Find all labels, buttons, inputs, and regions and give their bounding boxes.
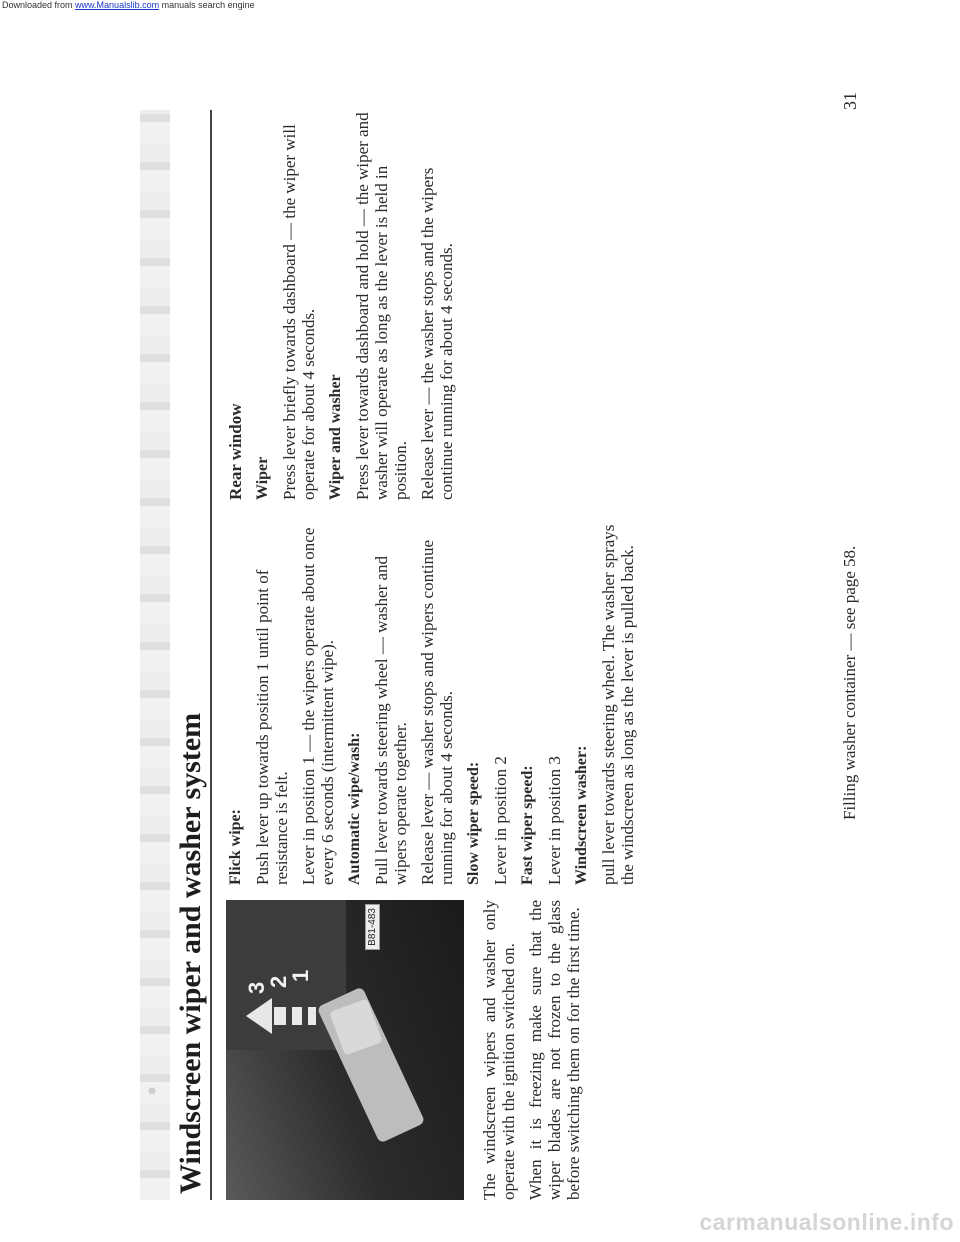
front-wiper-column xyxy=(226,520,645,885)
manual-page xyxy=(140,50,960,1200)
rear-wiper-text: Press lever briefly towards dashboard — the wiper will operate for about 4 seconds. xyxy=(280,124,318,500)
up-arrow-icon xyxy=(246,998,272,1034)
intro-column xyxy=(480,900,591,1200)
washer-container-caption: Filling washer container — see page 58. xyxy=(840,545,859,820)
washer-text: pull lever towards steering wheel. The washer sprays the windscreen as long as the lever is pulled back. xyxy=(599,524,637,885)
rear-release-text: Release lever — the washer stops and the wipers continue running for about 4 seconds. xyxy=(418,167,456,500)
rear-wiper-washer-text: Press lever towards dashboard and hold — the wiper and washer will operate as long as the lever is held in position. xyxy=(353,112,410,500)
intermittent-text: Lever in position 1 — the wipers operate about once every 6 seconds (intermittent wipe). xyxy=(299,527,337,885)
slow-speed-heading: Slow wiper speed: xyxy=(465,761,482,885)
arrow-step-1 xyxy=(274,1007,286,1025)
rear-window-column xyxy=(226,110,464,500)
page-number: 31 xyxy=(840,92,860,110)
decorative-header-strip xyxy=(140,110,170,1200)
banner-suffix: manuals search engine xyxy=(159,0,255,10)
site-watermark: carmanualsonline.info xyxy=(699,1209,954,1235)
auto-release-text: Release lever — washer stops and wipers continue running for about 4 seconds. xyxy=(418,539,456,885)
photo-code: B81-483 xyxy=(365,904,380,950)
auto-wipe-heading: Automatic wipe/wash: xyxy=(346,732,363,885)
position-label-1: 1 xyxy=(288,969,313,982)
ignition-note: The windscreen wipers and washer only operate with the ignition switched on. xyxy=(480,900,518,1200)
page-title: Windscreen wiper and washer system xyxy=(174,712,207,1194)
title-rule xyxy=(210,110,212,1200)
arrow-step-3 xyxy=(308,1007,316,1025)
position-label-3: 3 xyxy=(244,981,269,994)
flick-wipe-text: Push lever up towards position 1 until point of resistance is felt. xyxy=(253,569,291,885)
position-label-2: 2 xyxy=(266,975,291,988)
washer-heading: Windscreen washer: xyxy=(573,745,590,885)
download-banner xyxy=(0,0,960,10)
wiper-lever-photo xyxy=(226,900,464,1200)
fast-speed-heading: Fast wiper speed: xyxy=(519,765,536,885)
rear-wiper-washer-heading: Wiper and washer xyxy=(327,374,344,500)
auto-wipe-text: Pull lever towards steering wheel — washer and wipers operate together. xyxy=(372,555,410,885)
flick-wipe-heading: Flick wipe: xyxy=(227,809,244,885)
banner-prefix: Downloaded from xyxy=(2,0,76,10)
fast-speed-text: Lever in position 3 xyxy=(545,756,564,885)
freezing-note: When it is freezing make sure that the wiper blades are not frozen to the glass before switching them on for the first time. xyxy=(526,900,583,1200)
arrow-step-2 xyxy=(292,1007,302,1025)
slow-speed-text: Lever in position 2 xyxy=(491,756,510,885)
manualslib-link[interactable]: www.Manualslib.com xyxy=(75,0,160,10)
rear-wiper-heading: Wiper xyxy=(254,456,271,500)
rear-window-heading: Rear window xyxy=(226,403,245,500)
